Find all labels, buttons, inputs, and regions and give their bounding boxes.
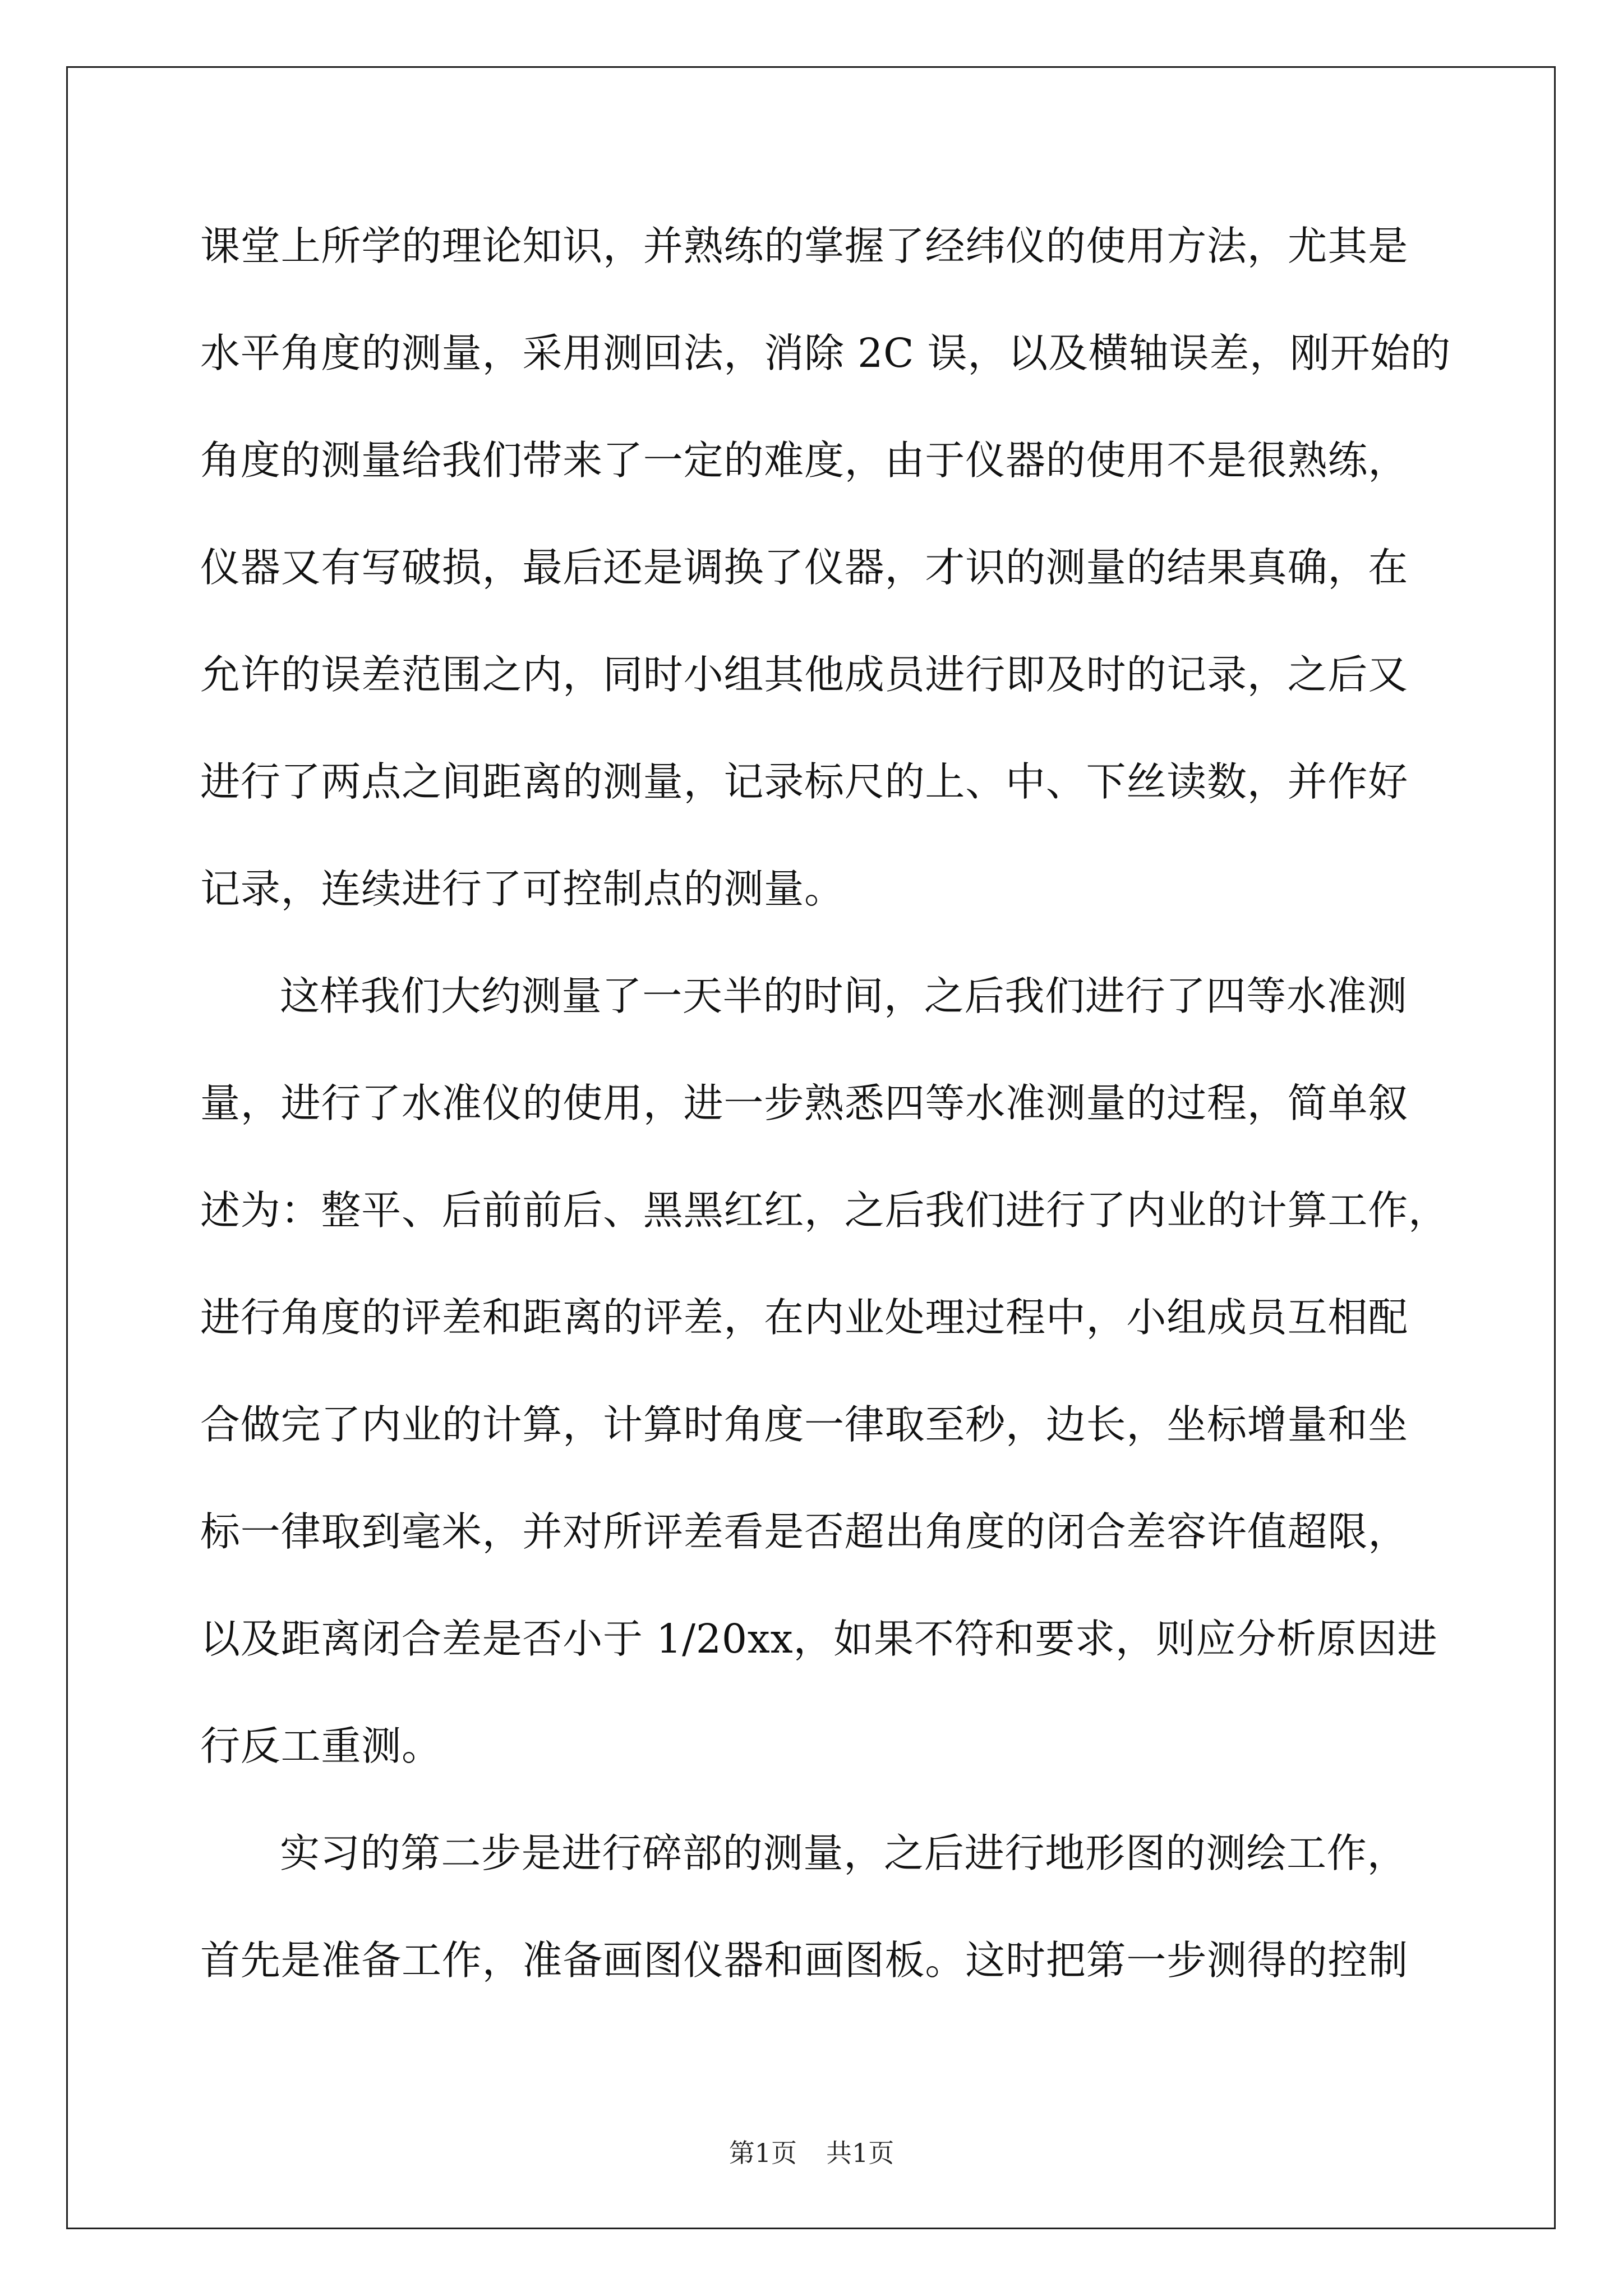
text-line: 允许的误差范围之内，同时小组其他成员进行即及时的记录，之后又 (200, 651, 1409, 698)
text-line: 记录，连续进行了可控制点的测量。 (200, 866, 845, 912)
page-number: 第1页 (728, 2138, 797, 2168)
text-line: 实习的第二步是进行碎部的测量，之后进行地形图的测绘工作， (280, 1830, 1408, 1876)
text-line: 进行了两点之间距离的测量，记录标尺的上、中、下丝读数，并作好 (200, 758, 1409, 805)
paragraph-3 (200, 1800, 1434, 2014)
text-line: 述为：整平、后前前后、黑黑红红，之后我们进行了内业的计算工作， (200, 1187, 1449, 1234)
body-text (200, 192, 1451, 2014)
text-line: 标一律取到毫米，并对所评差看是否超出角度的闭合差容许值超限， (200, 1508, 1409, 1555)
paragraph-2 (200, 942, 1449, 1800)
text-line: 以及距离闭合差是否小于 1/20xx，如果不符和要求，则应分析原因进 (200, 1616, 1438, 1662)
paragraph-1 (200, 192, 1451, 942)
text-line: 进行角度的评差和距离的评差，在内业处理过程中，小组成员互相配 (200, 1294, 1409, 1341)
page-total: 共1页 (826, 2138, 895, 2168)
text-line: 水平角度的测量，采用测回法，消除 2C 误，以及横轴误差，刚开始的 (200, 330, 1451, 376)
text-line: 这样我们大约测量了一天半的时间，之后我们进行了四等水准测 (280, 973, 1408, 1019)
page-footer (0, 2136, 1623, 2170)
text-line: 量，进行了水准仪的使用，进一步熟悉四等水准测量的过程，简单叙 (200, 1080, 1409, 1126)
text-line: 行反工重测。 (200, 1723, 442, 1769)
text-line: 角度的测量给我们带来了一定的难度，由于仪器的使用不是很熟练， (200, 437, 1409, 484)
text-line: 合做完了内业的计算，计算时角度一律取至秒，边长，坐标增量和坐 (200, 1401, 1409, 1448)
text-line: 课堂上所学的理论知识，并熟练的掌握了经纬仪的使用方法，尤其是 (200, 223, 1409, 269)
text-line: 仪器又有写破损，最后还是调换了仪器，才识的测量的结果真确，在 (200, 544, 1409, 591)
text-line: 首先是准备工作，准备画图仪器和画图板。这时把第一步测得的控制 (200, 1937, 1409, 1984)
